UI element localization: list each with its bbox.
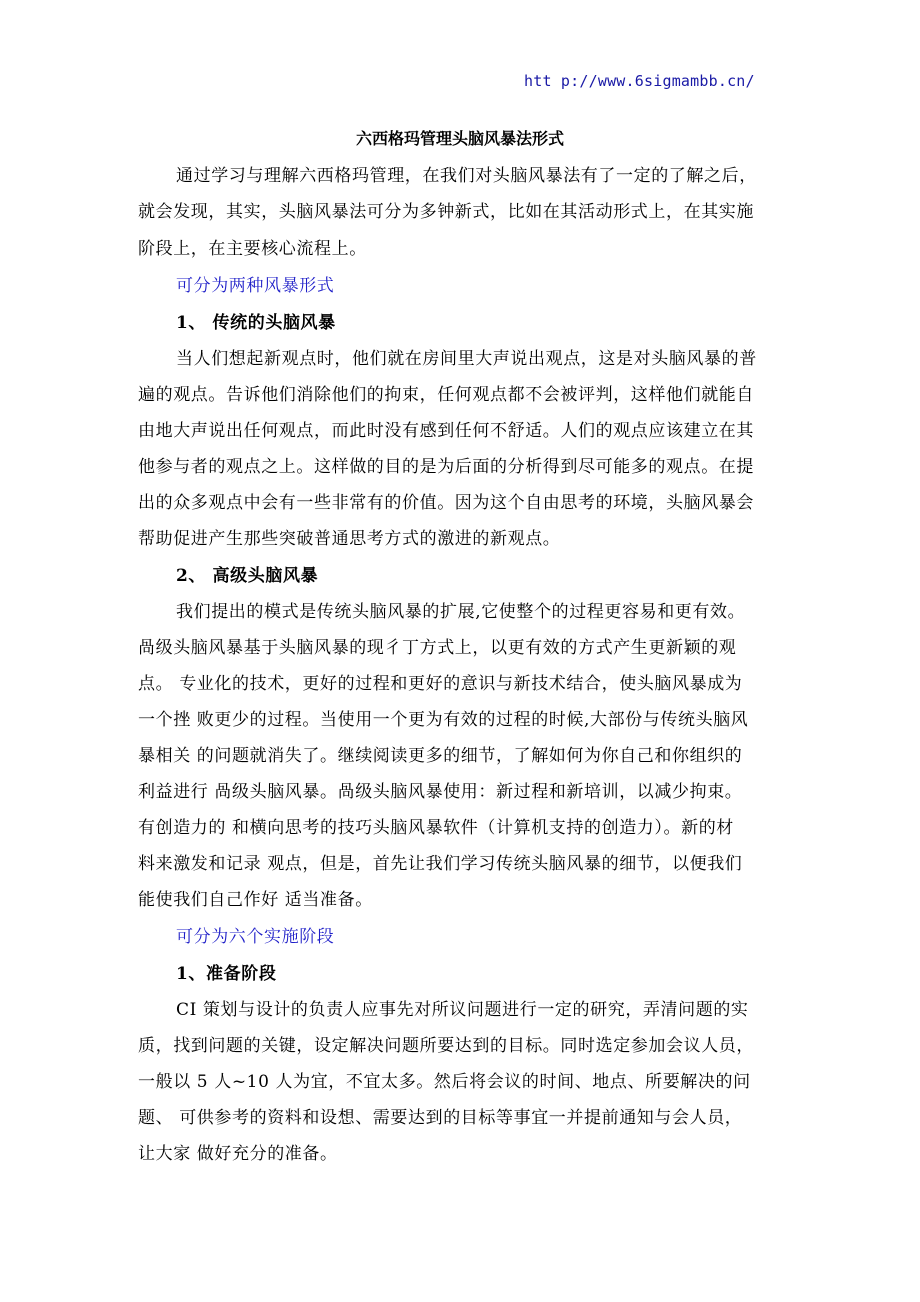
paragraph-line: CI 策划与设计的负责人应事先对所议问题进行一定的研究，弄清问题的实 (176, 1000, 749, 1020)
section-heading: 可分为六个实施阶段 (176, 927, 335, 947)
paragraph-line: 让大家 做好充分的准备。 (138, 1144, 338, 1164)
intro-line: 阶段上，在主要核心流程上。 (138, 239, 367, 259)
paragraph-line: 一般以 5 人~10 人为宜，不宜太多。然后将会议的时间、地点、所要解决的问 (138, 1072, 751, 1092)
paragraph-line: 他参与者的观点之上。这样做的目的是为后面的分析得到尽可能多的观点。在提 (138, 457, 754, 477)
paragraph-line: 咼级头脑风暴基于头脑风暴的现彳丁方式上，以更有效的方式产生更新颖的观 (138, 638, 737, 658)
paragraph-line: 料来激发和记录 观点，但是，首先让我们学习传统头脑风暴的细节，以便我们 (138, 854, 743, 874)
paragraph-line: 由地大声说出任何观点，而此时没有感到任何不舒适。人们的观点应该建立在其 (138, 421, 754, 441)
paragraph-line: 我们提出的模式是传统头脑风暴的扩展,它使整个的过程更容易和更有效。 (176, 602, 746, 622)
subsection-heading: 2、 高级头脑风暴 (176, 566, 319, 586)
intro-line: 就会发现，其实，头脑风暴法可分为多钟新式，比如在其活动形式上，在其实施 (138, 202, 754, 222)
subsection-heading: 1、准备阶段 (176, 964, 277, 984)
paragraph-line: 点。 专业化的技术，更好的过程和更好的意识与新技术结合，使头脑风暴成为 (138, 674, 743, 694)
paragraph-line: 有创造力的 和横向思考的技巧头脑风暴软件（计算机支持的创造力）。新的材 (138, 818, 734, 838)
header-url[interactable]: htt p://www.6sigmambb.cn/ (524, 72, 755, 90)
paragraph-line: 质，找到问题的关键，设定解决问题所要达到的目标。同时选定参加会议人员， (138, 1036, 754, 1056)
paragraph-line: 帮助促进产生那些突破普通思考方式的激进的新观点。 (138, 529, 561, 549)
paragraph-line: 出的众多观点中会有一些非常有的价值。因为这个自由思考的环境，头脑风暴会 (138, 493, 754, 513)
subsection-heading: 1、 传统的头脑风暴 (176, 313, 336, 333)
section-heading: 可分为两种风暴形式 (176, 276, 335, 296)
paragraph-line: 遍的观点。告诉他们消除他们的拘束，任何观点都不会被评判，这样他们就能自 (138, 385, 754, 405)
paragraph-line: 暴相关 的问题就消失了。继续阅读更多的细节，了解如何为你自己和你组织的 (138, 746, 743, 766)
paragraph-line: 当人们想起新观点时，他们就在房间里大声说出观点，这是对头脑风暴的普 (176, 349, 757, 369)
paragraph-line: 题、 可供参考的资料和设想、需要达到的目标等事宜一并提前通知与会人员， (138, 1108, 743, 1128)
intro-line: 通过学习与理解六西格玛管理，在我们对头脑风暴法有了一定的了解之后， (176, 166, 757, 186)
paragraph-line: 能使我们自己作好 适当准备。 (138, 890, 373, 910)
document-title: 六西格玛管理头脑风暴法形式 (355, 129, 564, 148)
paragraph-line: 一个挫 败更少的过程。当使用一个更为有效的过程的时候,大部份与传统头脑风 (138, 710, 749, 730)
paragraph-line: 利益进行 咼级头脑风暴。咼级头脑风暴使用：新过程和新培训，以减少拘束。 (138, 782, 743, 802)
